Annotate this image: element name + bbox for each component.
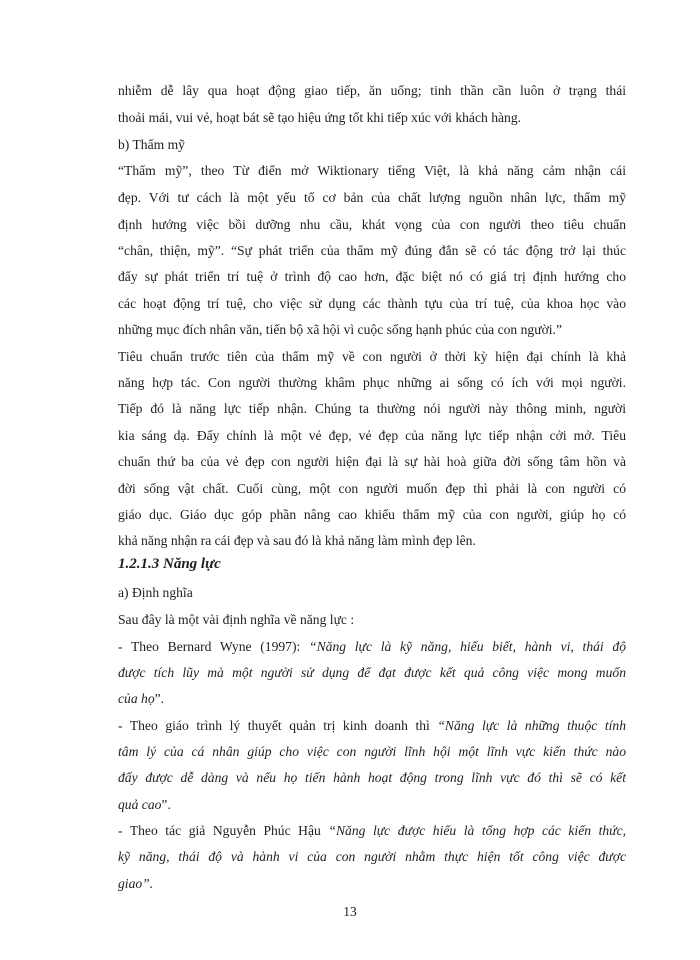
definition-2-suffix: ”. (161, 797, 171, 812)
definition-1-end (118, 690, 626, 708)
definition-1-quote-line: được tích lũy mà một người sử dụng để đạt được kết quả công việc mong muốn (118, 665, 626, 680)
definition-3-quote-line: kỹ năng, thái độ và hành vi của con người nhằm thực hiện tốt công việc được (118, 849, 626, 864)
body-line: Tiêu chuẩn trước tiên của thẩm mỹ về con người ở thời kỳ hiện đại chính là khả (118, 349, 626, 364)
definition-2-end (118, 796, 626, 814)
definition-3-prefix: - Theo tác giả Nguyễn Phúc Hậu (118, 823, 329, 838)
definition-1-line (118, 638, 626, 656)
definition-2-quote-line: tâm lý của cá nhân giúp cho việc con người lĩnh hội một lĩnh vực kiến thức nào (118, 744, 626, 759)
body-line: thoải mái, vui vẻ, hoạt bát sẽ tạo hiệu ứng tốt khi tiếp xúc với khách hàng. (118, 110, 522, 125)
definition-1-quote: “Năng lực là kỹ năng, hiểu biết, hành vi, thái độ (309, 639, 627, 654)
section-heading: 1.2.1.3 Năng lực (118, 556, 221, 572)
definition-1-quote-end: của họ (118, 691, 155, 706)
body-line: năng hợp tác. Con người thường khâm phục những ai sống có ích với mọi người. (118, 375, 626, 390)
subheading-b: b) Thẩm mỹ (118, 137, 185, 152)
definition-2-quote-end: quả cao (118, 797, 162, 812)
body-line: đời sống vật chất. Cuối cùng, một con người muốn đẹp thì phải là con người có (118, 481, 626, 496)
body-line: giáo dục. Giáo dục góp phần nâng cao khiếu thẩm mỹ của con người, giúp họ có (118, 507, 626, 522)
body-line: khả năng nhận ra cái đẹp và sau đó là khả năng làm mình đẹp lên. (118, 533, 476, 548)
body-line: đẩy sự phát triển trí tuệ ở trình độ cao hơn, đặc biệt nó có giá trị định hướng cho (118, 269, 626, 284)
intro-line: Sau đây là một vài định nghĩa về năng lực : (118, 612, 355, 627)
definition-2-prefix: - Theo giáo trình lý thuyết quản trị kinh doanh thì (118, 718, 438, 733)
page-number: 13 (343, 904, 357, 919)
definition-2-line (118, 717, 626, 735)
body-line: định hướng việc bồi dưỡng nhu cầu, khát vọng của con người theo tiêu chuẩn (118, 217, 626, 232)
definition-3-line (118, 822, 626, 840)
definition-2-quote-line: đấy được dễ dàng và nếu họ tiến hành hoạt động trong lĩnh vực đó thì sẽ có kết (118, 770, 626, 785)
body-line: đẹp. Với tư cách là một yếu tố cơ bản của chất lượng nguồn nhân lực, thẩm mỹ (118, 190, 626, 205)
body-line: kia sáng dạ. Đấy chính là một vẻ đẹp, vẻ đẹp của năng lực tiếp nhận cởi mở. Tiêu (118, 428, 626, 443)
body-line: nhiễm dễ lây qua hoạt động giao tiếp, ăn uống; tinh thần cần luôn ở trạng thái (118, 83, 626, 98)
definition-3-quote: “Năng lực được hiểu là tổng hợp các kiến thức, (328, 823, 626, 838)
body-line: chuẩn thứ ba của vẻ đẹp con người hiện đại là sự hài hoà giữa đời sống tâm hồn và (118, 454, 626, 469)
body-line: Tiếp đó là năng lực tiếp nhận. Chúng ta thường nói người này thông minh, người (118, 401, 626, 416)
body-line: các hoạt động trí tuệ, cho việc sử dụng các thành tựu của trí tuệ, của khoa học vào (118, 296, 626, 311)
definition-2-quote: “Năng lực là những thuộc tính (437, 718, 626, 733)
definition-1-suffix: ”. (154, 691, 165, 706)
subheading-a: a) Định nghĩa (118, 585, 193, 600)
definition-3-quote-end: giao”. (118, 876, 154, 891)
body-line: những mục đích nhân văn, tiến bộ xã hội vì cuộc sống hạnh phúc của con người.” (118, 322, 562, 337)
body-line: “chân, thiện, mỹ”. “Sự phát triển của thẩm mỹ đúng đắn sẽ có tác động trở lại thúc (118, 243, 626, 258)
definition-1-prefix: - Theo Bernard Wyne (1997): (118, 639, 310, 654)
body-line: “Thẩm mỹ”, theo Từ điển mở Wiktionary tiếng Việt, là khả năng cảm nhận cái (118, 163, 626, 178)
